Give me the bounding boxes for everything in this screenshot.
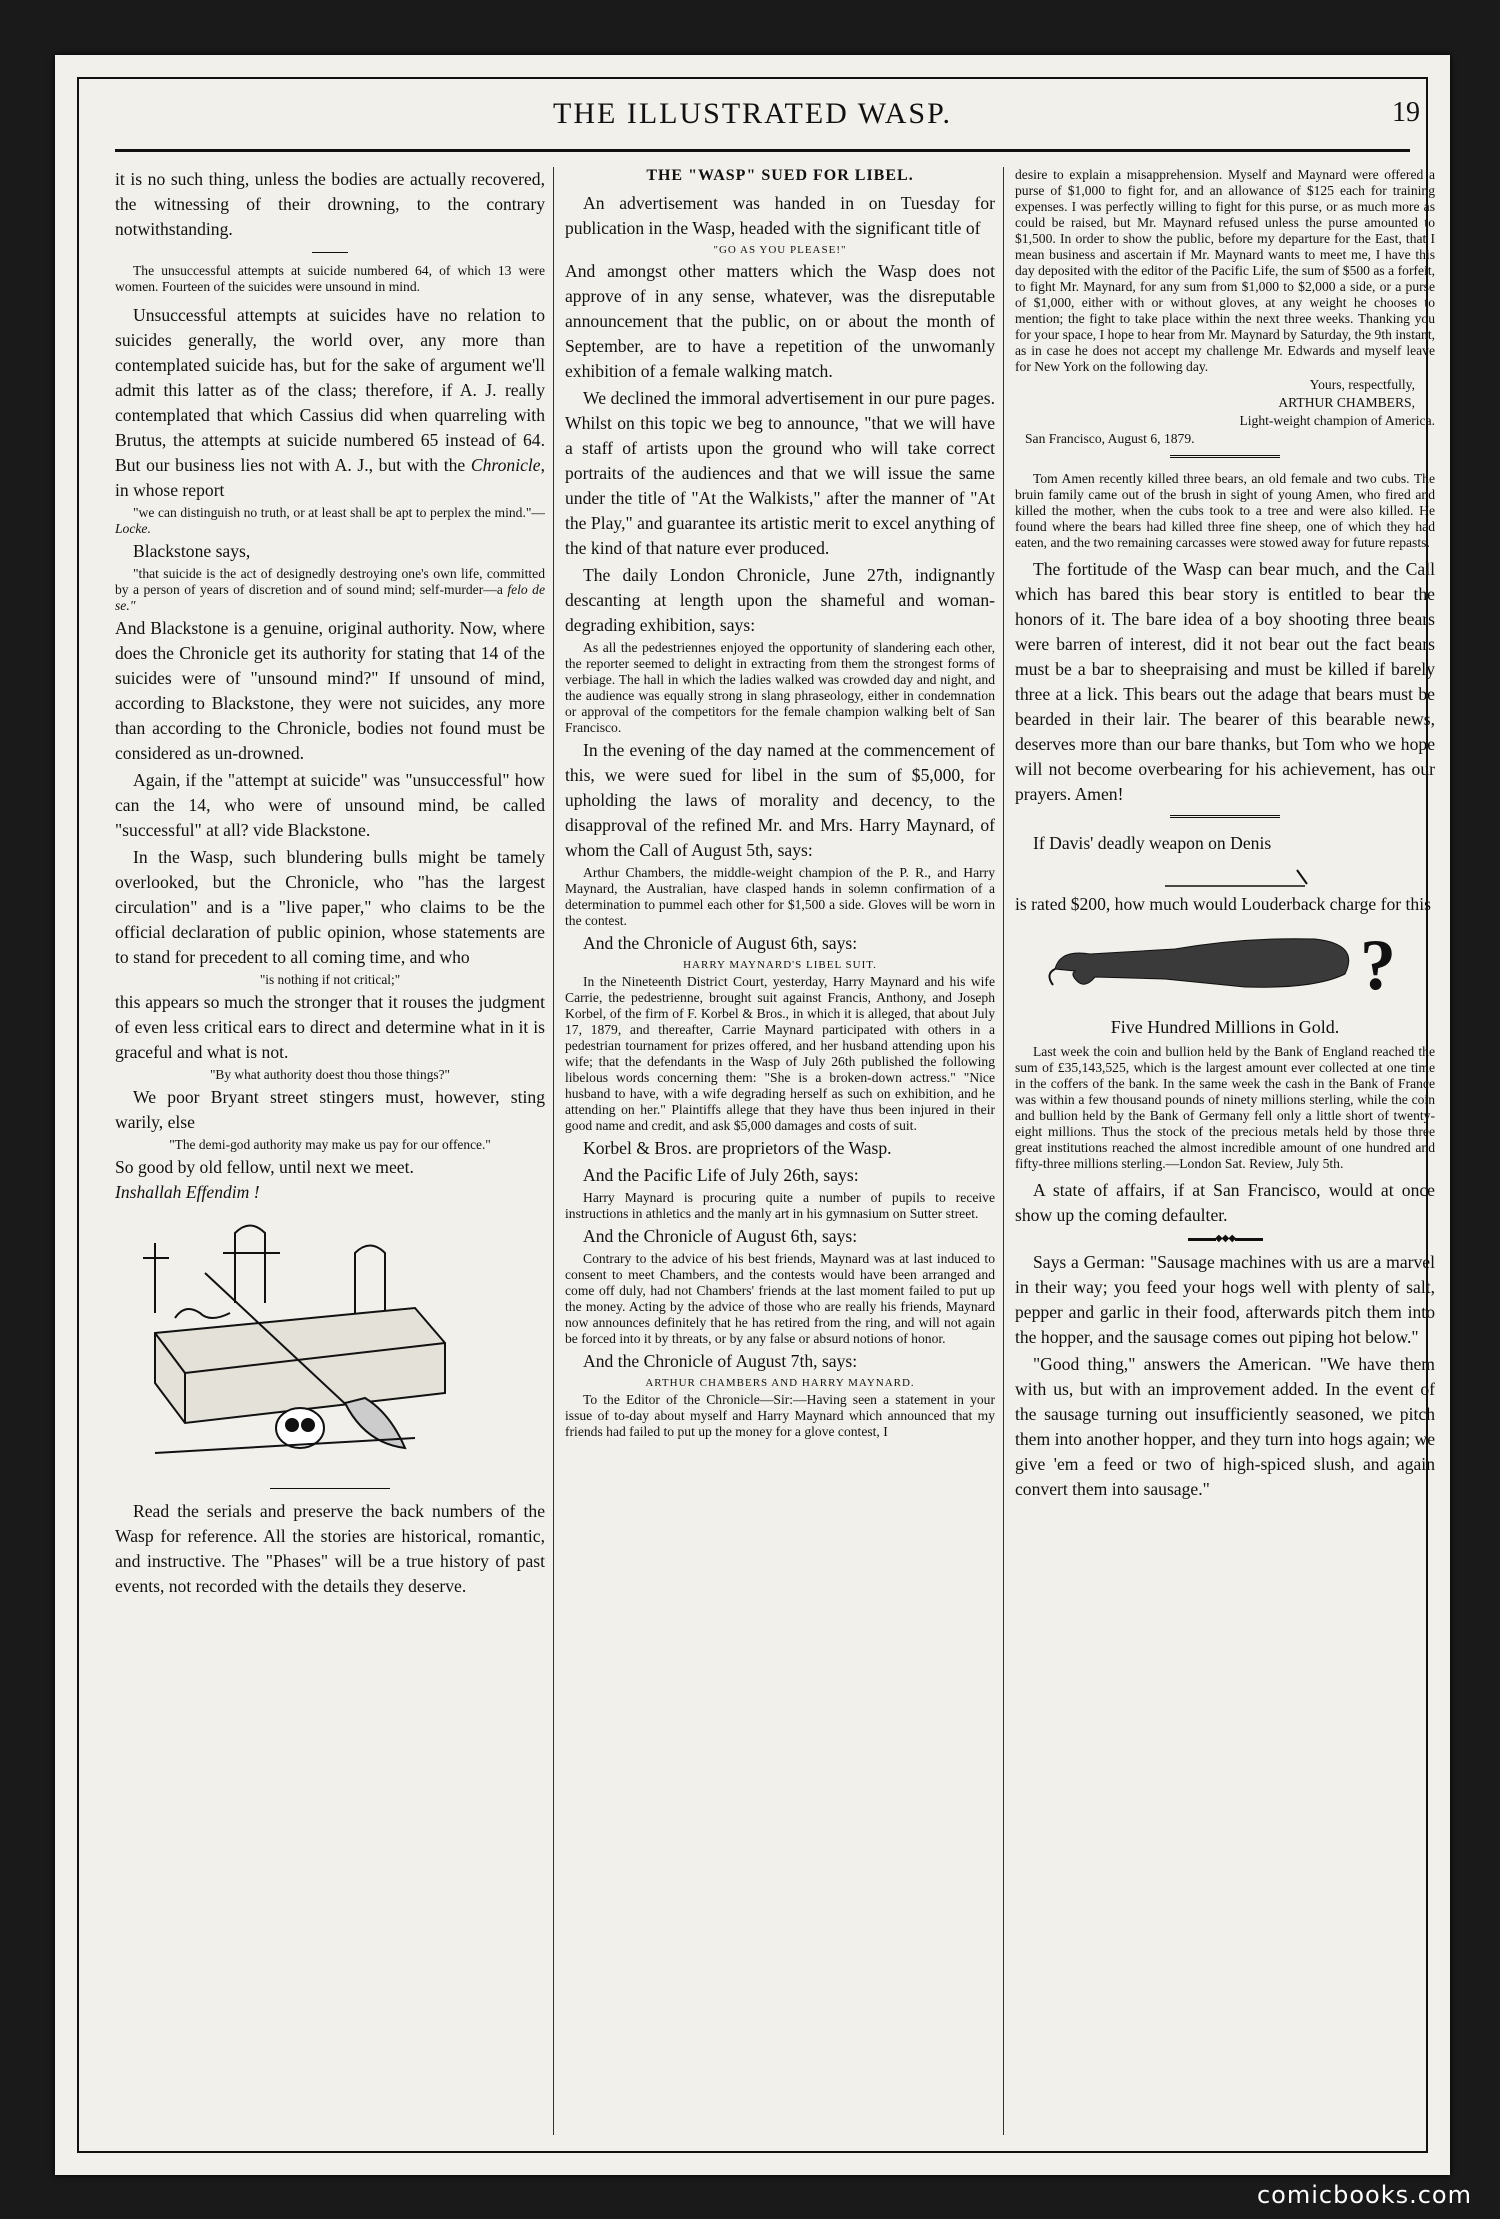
column-1 xyxy=(115,167,545,2135)
paragraph: A state of affairs, if at San Francisco, would at once show up the coming defaulter. xyxy=(1015,1180,1435,1225)
paragraph: Unsuccessful attempts at suicides have no relation to suicides generally, the world over, any more than contemplated suicide has, but for the sake of argument we'll admit this latter as of the class; therefore, if A. J. really contemplated that which Cassius did when quarreling with Brutus, the attempts at suicide numbered 65 instead of 64. But our business lies not with A. J., but with the Chronicle, in whose report xyxy=(115,305,545,500)
quoted-extract: Harry Maynard is procuring quite a number of pupils to receive instructions in athletics and the manly art in his gymnasium on Sutter street. xyxy=(565,1190,995,1221)
article-heading: Five Hundred Millions in Gold. xyxy=(1110,1017,1340,1037)
news-item: Last week the coin and bullion held by the Bank of England reached the sum of £35,143,525, which is the largest amount ever collected at one time in the coffers of the bank. In the same week the cash in the Bank of France was within a few thousand pounds of ninety millions sterling, while the coin and bullion held by the Bank of Germany fell only a little short of twenty-eight millions. Thus the stock of the precious metals held by those three great institutions reached the almost incredible amount of one hundred and fifty-three millions sterling.—London Sat. Review, July 5th. xyxy=(1015,1044,1435,1171)
paragraph: this appears so much the stronger that it rouses the judgment of even less critical ears to direct and determine what in it is graceful and what is not. xyxy=(115,992,545,1062)
paragraph: Blackstone says, xyxy=(133,541,251,561)
graveyard-illustration xyxy=(115,1213,545,1478)
quoted-extract: Contrary to the advice of his best friends, Maynard was at last induced to consent to meet Chambers, and the contests would have been arranged and come off duly, had not Chambers' friends at the last moment failed to put up the money. Acting by the advice of those who are really his friends, Maynard now announces definitely that he has retired from the ring, and will not again be forced into it by threats, or by any false or absurd notions of honor. xyxy=(565,1251,995,1346)
divider xyxy=(312,252,348,253)
dateline: San Francisco, August 6, 1879. xyxy=(1025,431,1195,446)
paragraph: Again, if the "attempt at suicide" was "unsuccessful" how can the 14, who were of unsound mind, be called "successful" at all? vide Blackstone. xyxy=(115,770,545,840)
subheading: ARTHUR CHAMBERS AND HARRY MAYNARD. xyxy=(645,1377,915,1389)
quoted-extract: In the Nineteenth District Court, yesterday, Harry Maynard and his wife Carrie, the pedestrienne, brought suit against Francis, Anthony, and Joseph Korbel, of the firm of F. Korbel & Bros., in which it is alleged, that about July 17, 1879, and thereafter, Carrie Maynard participated with others in a pedestrian tournament for prizes offered, and her husband attending upon his wife; that the defendants in the Wasp of July 26th published the following libelous words concerning them: "She is a broken-down actress." "Nice husband to have, with a wife degrading herself as such on exhibition, and he attending on her." Plaintiffs allege that they have thus been injured in their good name and credit, and ask $5,000 damages and costs of suit. xyxy=(565,974,995,1133)
paragraph: If Davis' deadly weapon on Denis xyxy=(1033,833,1272,853)
divider xyxy=(1170,455,1280,461)
news-item: Tom Amen recently killed three bears, an old female and two cubs. The bruin family came out of the brush in sight of young Amen, who fired and killed the mother, when the cubs took to a tree and were also killed. He found where the bears had killed three fine sheep, one of which they had eaten, and the two remaining carcasses were stowed away for future repasts. xyxy=(1015,471,1435,550)
column-rule-1 xyxy=(553,167,554,2135)
paragraph: And the Pacific Life of July 26th, says: xyxy=(583,1165,859,1185)
ornament-divider: ▬▬▬◆◆◆▬▬▬ xyxy=(1187,1233,1263,1244)
quoted-extract: To the Editor of the Chronicle—Sir:—Having seen a statement in your issue of to-day about myself and Harry Maynard which announced that my friends had failed to put up the money for a glove contest, I xyxy=(565,1392,995,1439)
svg-text:?: ? xyxy=(1360,925,1396,1005)
paragraph: We declined the immoral advertisement in our pure pages. Whilst on this topic we beg to announce, "that we will have a staff of artists upon the ground who will take correct portraits of the audiences and that we will issue the same under the title of "At the Walkists," after the manner of "At the Play," and guarantee its artistic merit to excel anything of the kind of that nature ever produced. xyxy=(565,388,995,558)
quoted-note: The unsuccessful attempts at suicide numbered 64, of which 13 were women. Fourteen of the suicides were unsound in mind. xyxy=(115,263,545,294)
paragraph: An advertisement was handed in on Tuesday for publication in the Wasp, headed with the significant title of xyxy=(565,193,995,238)
paragraph: The fortitude of the Wasp can bear much, and the Call which has bared this bear story is entitled to bear the honors of it. The bare idea of a boy shooting three bears were barren of interest, did it not bear out the fact bears must be a bar to sheepraising and must be killed if barely three at a lick. This bears out the adage that bears must be bearded in their lair. The bearer of this bearable news, deserves more than our bare thanks, but Tom who we hope will not become overbearing for his achievement, has our prayers. Amen! xyxy=(1015,559,1435,804)
quotation: "The demi-god authority may make us pay for our offence." xyxy=(169,1137,491,1152)
paragraph: In the evening of the day named at the commencement of this, we were sued for libel in the sum of $5,000, for upholding the laws of morality and decency, to the disapproval of the refined Mr. and Mrs. Harry Maynard, of whom the Call of August 5th, says: xyxy=(565,740,995,860)
newspaper-page xyxy=(55,55,1450,2175)
paragraph: In the Wasp, such blundering bulls might be tamely overlooked, but the Chronicle, who "has the largest circulation" and is a "live paper," who claims to be the official declaration of public opinion, whose statements are to stand for precedent to all coming time, and who xyxy=(115,847,545,967)
signature-line: Yours, respectfully, xyxy=(1309,377,1415,392)
paragraph: it is no such thing, unless the bodies are actually recovered, the witnessing of their drowning, to the contrary notwithstanding. xyxy=(115,169,545,239)
paragraph: And the Chronicle of August 7th, says: xyxy=(583,1351,858,1371)
quotation: "that suicide is the act of designedly destroying one's own life, committed by a person of years of discretion and of sound mind; self-murder—a felo de se." xyxy=(115,566,545,613)
header-rule xyxy=(115,149,1410,152)
club-illustration xyxy=(1015,919,1435,1009)
paragraph: And the Chronicle of August 6th, says: xyxy=(583,1226,858,1246)
knife-sketch xyxy=(1015,858,1435,892)
quoted-extract: desire to explain a misapprehension. Myself and Maynard were offered a purse of $1,000 to fight for, and an allowance of $125 each for training expenses. I was perfectly willing to fight for this purse, or as much more as could be raised, but Mr. Maynard refused unless the purse amounted to $1,500. In order to show the public, before my departure for the East, that I mean business and ascertain if Mr. Maynard wants to meet me, I have this day deposited with the editor of the Pacific Life, the sum of $500 as a forfeit, to fight Mr. Maynard, for any sum from $1,000 to $2,000 a side, or a purse of $1,000, either with or without gloves, at any weight he chooses to mention; the fight to take place within the next three weeks. Thanking you for your space, I hope to hear from Mr. Maynard by Saturday, the 9th instant, as in case he does not accept my challenge Mr. Edwards and myself leave for New York on the following day. xyxy=(1015,167,1435,374)
quoted-extract: As all the pedestriennes enjoyed the opportunity of slandering each other, the reporter seemed to delight in extracting from them the strongest forms of verbiage. The hall in which the ladies walked was crowded day and night, and the audience was equally strong in slang phraseology, either in condemnation or approval of the competitors for the female champion walking belt of San Francisco. xyxy=(565,640,995,735)
article-heading: THE "WASP" SUED FOR LIBEL. xyxy=(646,167,914,184)
signature-title: Light-weight champion of America. xyxy=(1239,413,1435,428)
paragraph: And amongst other matters which the Wasp does not approve of in any sense, whatever, was the disreputable announcement that the public, on or about the month of September, are to have a repetition of the unwomanly exhibition of a female walking match. xyxy=(565,261,995,381)
quoted-extract: Arthur Chambers, the middle-weight champion of the P. R., and Harry Maynard, the Australian, have clasped hands in solemn confirmation of a determination to pummel each other for $1,500 a side. Gloves will be worn in the contest. xyxy=(565,865,995,928)
column-2 xyxy=(565,167,995,2135)
paragraph: We poor Bryant street stingers must, however, sting warily, else xyxy=(115,1087,545,1132)
divider xyxy=(270,1488,390,1489)
page-header xyxy=(115,95,1420,135)
paragraph: The daily London Chronicle, June 27th, indignantly descanting at length upon the shameful and woman-degrading exhibition, says: xyxy=(565,565,995,635)
quotation: "is nothing if not critical;" xyxy=(259,972,401,987)
page-number: 19 xyxy=(1392,97,1420,128)
paragraph: Korbel & Bros. are proprietors of the Wasp. xyxy=(583,1138,892,1158)
quotation: "we can distinguish no truth, or at least shall be apt to perplex the mind."—Locke. xyxy=(115,505,545,536)
signature-name: ARTHUR CHAMBERS, xyxy=(1278,395,1415,410)
paragraph: Says a German: "Sausage machines with us are a marvel in their way; you feed your hogs well with plenty of salt, pepper and garlic in their food, afterwards pitch them into the hopper, and the sausage comes out piping hot below." xyxy=(1015,1252,1435,1347)
subheading: HARRY MAYNARD'S LIBEL SUIT. xyxy=(683,959,877,971)
watermark-credit: comicbooks.com xyxy=(1256,2181,1472,2209)
paragraph: And the Chronicle of August 6th, says: xyxy=(583,933,858,953)
running-title: THE ILLUSTRATED WASP. xyxy=(553,97,952,130)
paragraph: And Blackstone is a genuine, original authority. Now, where does the Chronicle get its authority for stating that 14 of the suicides were of "unsound mind?" If unsound of mind, according to Blackstone, they were not suicides, any more than according to the Chronicle, bodies not found must be considered as un-drowned. xyxy=(115,618,545,763)
paragraph: So good by old fellow, until next we meet. Inshallah Effendim ! xyxy=(115,1157,414,1202)
divider xyxy=(1170,815,1280,821)
column-rule-2 xyxy=(1003,167,1004,2135)
quotation: "By what authority doest thou those things?" xyxy=(209,1067,451,1082)
column-3 xyxy=(1015,167,1435,2135)
paragraph: Read the serials and preserve the back numbers of the Wasp for reference. All the stories are historical, romantic, and instructive. The "Phases" will be a true history of past events, not recorded with the details they deserve. xyxy=(115,1501,545,1596)
quoted-title: "GO AS YOU PLEASE!" xyxy=(713,244,847,256)
paragraph: "Good thing," answers the American. "We have them with us, but with an improvement added. In the event of the sausage turning out insufficiently seasoned, we pitch them into another hopper, and they turn into hogs again; we give 'em a feed or two of high-spiced slush, and again convert them into sausage." xyxy=(1015,1354,1435,1499)
paragraph: is rated $200, how much would Louderback charge for this xyxy=(1015,894,1431,914)
